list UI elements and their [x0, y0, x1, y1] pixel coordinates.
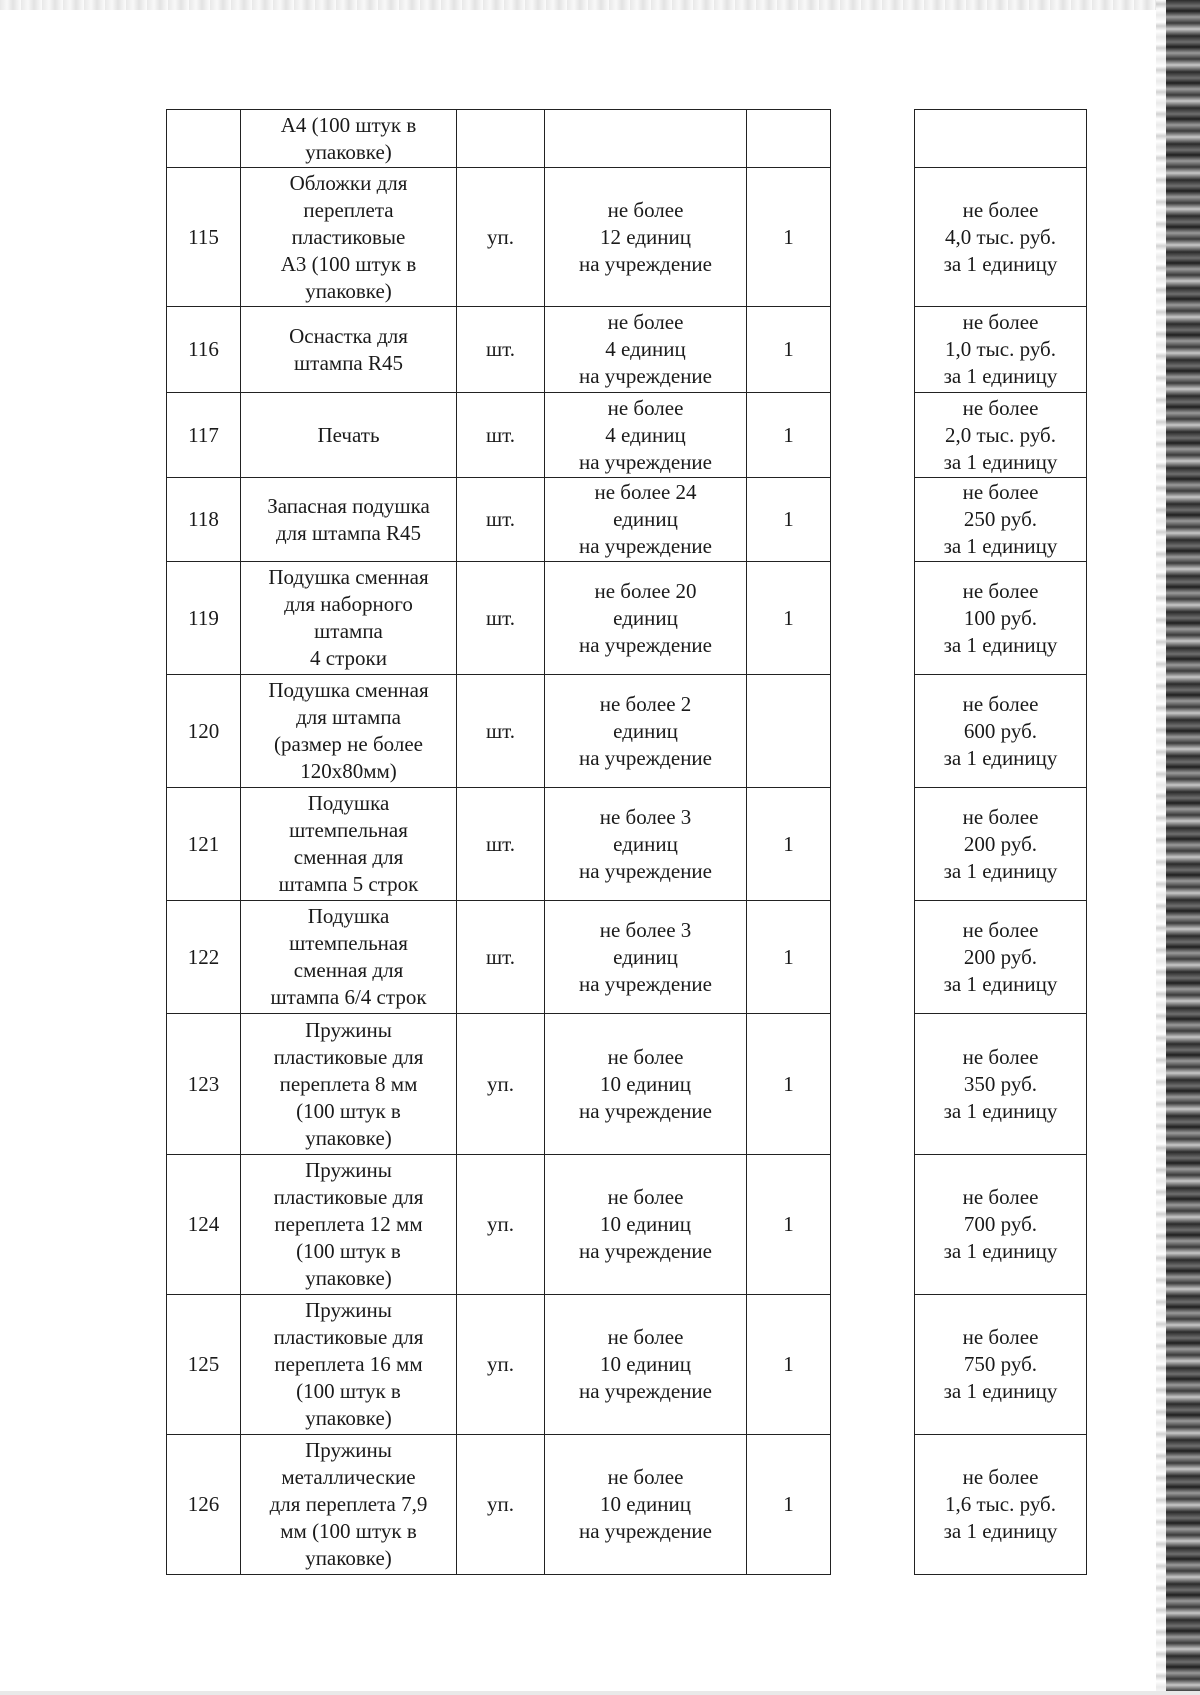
table-row: [167, 675, 831, 788]
row-number-cell: 123: [167, 1014, 241, 1155]
quantity-limit-cell: не более 10 единиц на учреждение: [545, 1155, 747, 1295]
quantity-limit-cell: не более 4 единиц на учреждение: [545, 307, 747, 393]
table-row: [167, 1295, 831, 1435]
price-row: [915, 110, 1087, 168]
row-number-cell: [167, 110, 241, 168]
quantity-limit-cell: не более 4 единиц на учреждение: [545, 393, 747, 478]
quantity-limit-cell: не более 2 единиц на учреждение: [545, 675, 747, 788]
row-number-cell: 121: [167, 788, 241, 901]
unit-of-measure-cell: уп.: [457, 1014, 545, 1155]
price-row: [915, 675, 1087, 788]
table-row: [167, 110, 831, 168]
row-number-cell: 120: [167, 675, 241, 788]
price-row: [915, 1155, 1087, 1295]
unit-of-measure-cell: шт.: [457, 788, 545, 901]
row-number-cell: 119: [167, 562, 241, 675]
quantity-limit-cell: не более 24 единиц на учреждение: [545, 478, 747, 562]
unit-of-measure-cell: шт.: [457, 562, 545, 675]
row-number-cell: 126: [167, 1435, 241, 1575]
price-limit-cell: не более 1,6 тыс. руб. за 1 единицу: [915, 1435, 1087, 1575]
table-row: [167, 1435, 831, 1575]
item-name-cell: Запасная подушка для штампа R45: [241, 478, 457, 562]
price-limit-cell: не более 700 руб. за 1 единицу: [915, 1155, 1087, 1295]
unit-of-measure-cell: шт.: [457, 307, 545, 393]
price-row: [915, 788, 1087, 901]
row-number-cell: 122: [167, 901, 241, 1014]
price-row: [915, 1435, 1087, 1575]
price-row: [915, 901, 1087, 1014]
quantity-limit-cell: не более 10 единиц на учреждение: [545, 1435, 747, 1575]
row-number-cell: 125: [167, 1295, 241, 1435]
table-row: [167, 1014, 831, 1155]
price-limit-cell: не более 200 руб. за 1 единицу: [915, 901, 1087, 1014]
table-row: [167, 901, 831, 1014]
unit-of-measure-cell: шт.: [457, 393, 545, 478]
price-limit-cell: не более 600 руб. за 1 единицу: [915, 675, 1087, 788]
price-row: [915, 307, 1087, 393]
norm-value-cell: [747, 110, 831, 168]
item-name-cell: Обложки для переплета пластиковые А3 (100 штук в упаковке): [241, 168, 457, 307]
scan-noise-top: [0, 0, 1200, 10]
price-row: [915, 562, 1087, 675]
price-limit-cell: не более 750 руб. за 1 единицу: [915, 1295, 1087, 1435]
quantity-limit-cell: не более 10 единиц на учреждение: [545, 1014, 747, 1155]
price-row: [915, 168, 1087, 307]
norm-value-cell: 1: [747, 307, 831, 393]
item-name-cell: Подушка штемпельная сменная для штампа 5 строк: [241, 788, 457, 901]
item-name-cell: Подушка сменная для наборного штампа 4 строки: [241, 562, 457, 675]
norm-value-cell: 1: [747, 1155, 831, 1295]
price-limit-cell: не более 350 руб. за 1 единицу: [915, 1014, 1087, 1155]
scan-noise-bottom: [0, 1691, 1200, 1695]
unit-of-measure-cell: шт.: [457, 478, 545, 562]
quantity-limit-cell: не более 10 единиц на учреждение: [545, 1295, 747, 1435]
item-name-cell: Подушка сменная для штампа (размер не более 120х80мм): [241, 675, 457, 788]
item-name-cell: Пружины металлические для переплета 7,9 мм (100 штук в упаковке): [241, 1435, 457, 1575]
price-limit-cell: не более 2,0 тыс. руб. за 1 единицу: [915, 393, 1087, 478]
price-row: [915, 1014, 1087, 1155]
norm-value-cell: 1: [747, 168, 831, 307]
table-row: [167, 478, 831, 562]
quantity-limit-cell: не более 20 единиц на учреждение: [545, 562, 747, 675]
quantity-limit-cell: не более 12 единиц на учреждение: [545, 168, 747, 307]
item-name-cell: Пружины пластиковые для переплета 16 мм (100 штук в упаковке): [241, 1295, 457, 1435]
price-limit-cell: [915, 110, 1087, 168]
unit-of-measure-cell: шт.: [457, 901, 545, 1014]
norm-value-cell: 1: [747, 1295, 831, 1435]
item-name-cell: Пружины пластиковые для переплета 8 мм (100 штук в упаковке): [241, 1014, 457, 1155]
row-number-cell: 118: [167, 478, 241, 562]
row-number-cell: 115: [167, 168, 241, 307]
price-limit-cell: не более 1,0 тыс. руб. за 1 единицу: [915, 307, 1087, 393]
price-row: [915, 393, 1087, 478]
quantity-limit-cell: [545, 110, 747, 168]
item-name-cell: Оснастка для штампа R45: [241, 307, 457, 393]
norm-value-cell: [747, 675, 831, 788]
table-row: [167, 307, 831, 393]
price-limit-cell: не более 100 руб. за 1 единицу: [915, 562, 1087, 675]
norm-value-cell: 1: [747, 478, 831, 562]
norm-value-cell: 1: [747, 562, 831, 675]
price-limit-cell: не более 4,0 тыс. руб. за 1 единицу: [915, 168, 1087, 307]
norm-value-cell: 1: [747, 393, 831, 478]
norm-value-cell: 1: [747, 788, 831, 901]
row-number-cell: 116: [167, 307, 241, 393]
item-name-cell: А4 (100 штук в упаковке): [241, 110, 457, 168]
price-row: [915, 1295, 1087, 1435]
table-row: [167, 1155, 831, 1295]
item-name-cell: Подушка штемпельная сменная для штампа 6/4 строк: [241, 901, 457, 1014]
row-number-cell: 117: [167, 393, 241, 478]
price-row: [915, 478, 1087, 562]
item-name-cell: Пружины пластиковые для переплета 12 мм (100 штук в упаковке): [241, 1155, 457, 1295]
price-limit-cell: не более 250 руб. за 1 единицу: [915, 478, 1087, 562]
unit-of-measure-cell: уп.: [457, 168, 545, 307]
unit-of-measure-cell: уп.: [457, 1155, 545, 1295]
price-limit-cell: не более 200 руб. за 1 единицу: [915, 788, 1087, 901]
item-name-cell: Печать: [241, 393, 457, 478]
quantity-limit-cell: не более 3 единиц на учреждение: [545, 788, 747, 901]
unit-of-measure-cell: шт.: [457, 675, 545, 788]
unit-of-measure-cell: уп.: [457, 1435, 545, 1575]
scan-noise-right-edge: [1156, 0, 1166, 1695]
table-row: [167, 562, 831, 675]
norm-value-cell: 1: [747, 1435, 831, 1575]
row-number-cell: 124: [167, 1155, 241, 1295]
table-row: [167, 788, 831, 901]
unit-of-measure-cell: [457, 110, 545, 168]
table-row: [167, 168, 831, 307]
unit-of-measure-cell: уп.: [457, 1295, 545, 1435]
table-row: [167, 393, 831, 478]
quantity-limit-cell: не более 3 единиц на учреждение: [545, 901, 747, 1014]
price-table: [914, 109, 1087, 1575]
scan-binding-shadow: [1166, 0, 1200, 1695]
norm-value-cell: 1: [747, 901, 831, 1014]
items-table: [166, 109, 831, 1575]
norm-value-cell: 1: [747, 1014, 831, 1155]
